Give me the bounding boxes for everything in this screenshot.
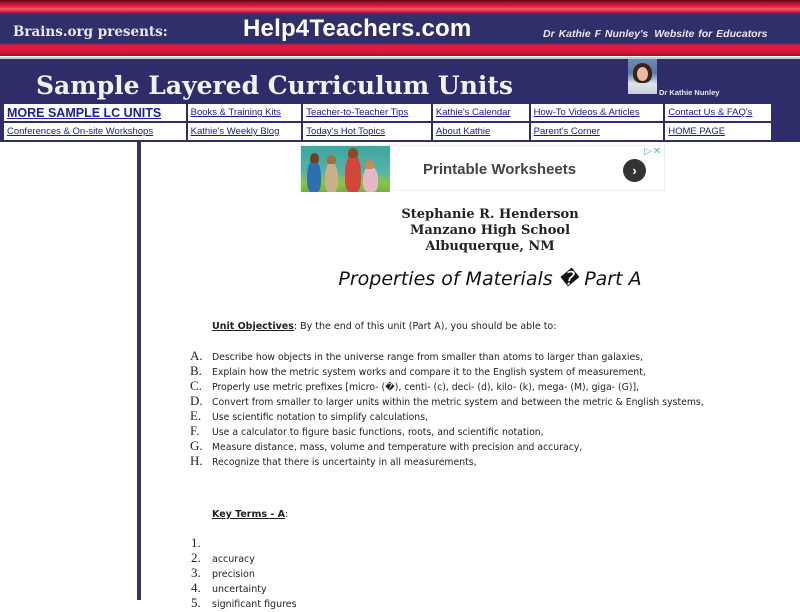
list-item: C. Properly use metric prefixes [micro- (�), centi- (c), deci- (d), kilo- (k), mega- (M), giga- (G)], [190,378,640,393]
objectives-label: Unit Objectives [212,321,294,332]
objectives-list [190,347,704,467]
nav-row [3,103,772,122]
author-location: Albuquerque, NM [425,239,555,254]
list-item: B. Explain how the metric system works and compare it to the English system of measurement, [190,363,646,378]
list-item: E. Use scientific notation to simplify calculations, [190,408,428,423]
list-item: 4. uncertainty [191,580,267,595]
nav-link-more-sample-units[interactable]: MORE SAMPLE LC UNITS [7,105,162,120]
author-name: Stephanie R. Henderson [401,207,579,222]
list-item: D. Convert from smaller to larger units within the metric system and between the metric & English systems, [190,393,704,408]
list-item: 5. significant figures [191,595,297,610]
nav-link-parents-corner[interactable]: Parent's Corner [533,126,600,137]
nav-link-hot-topics[interactable]: Today's Hot Topics [306,126,386,137]
page-title: Sample Layered Curriculum Units [36,71,514,100]
nav-link-calendar[interactable]: Kathie's Calendar [435,107,511,118]
key-terms-label: Key Terms - A [212,509,285,520]
nav-link-home-page[interactable]: HOME PAGE [668,126,726,137]
nav-filler [773,102,800,142]
avatar-caption: Dr Kathie Nunley [659,88,720,97]
key-terms-list [191,534,297,609]
key-terms-heading: Key Terms - A: [212,509,289,520]
nav-link-videos-articles[interactable]: How-To Videos & Articles [533,107,640,118]
list-item: 2. accuracy [191,550,255,565]
nav-link-teacher-tips[interactable]: Teacher-to-Teacher Tips [306,107,409,118]
list-item: A. Describe how objects in the universe range from smaller than atoms to larger than galaxies, [190,348,643,363]
avatar [628,59,657,94]
author-tagline: Dr Kathie F Nunley's [543,28,649,40]
objectives-intro [212,321,556,332]
list-item: H. Recognize that there is uncertainty in all measurements, [190,453,477,468]
author-block [320,207,660,255]
author-school: Manzano High School [409,223,571,238]
ad-banner[interactable] [300,145,665,191]
nav-link-about-kathie[interactable]: About Kathie [435,126,491,137]
presenter-text: Brains.org presents: [13,24,168,40]
nav-row [3,122,772,141]
unit-title: Properties of Materials � Part A [338,268,642,290]
nav-link-books-training[interactable]: Books & Training Kits [190,107,281,118]
list-item: 1. [191,535,201,550]
left-border-rule [137,142,141,600]
chevron-right-icon[interactable]: › [623,159,646,182]
ad-text[interactable]: Printable Worksheets [423,161,577,178]
nav-link-conferences[interactable]: Conferences & On-site Workshops [7,126,154,137]
tagline: Website for Educators [654,28,768,40]
objectives-intro-text: : By the end of this unit (Part A), you should be able to: [293,321,557,332]
site-name[interactable]: Help4Teachers.com [243,15,472,42]
list-item: G. Measure distance, mass, volume and temperature with precision and accuracy, [190,438,583,453]
banner-tagline [543,28,768,40]
site-banner [0,0,800,56]
nav-link-contact-faq[interactable]: Contact Us & FAQ's [668,107,753,118]
list-item: F. Use a calculator to figure basic functions, roots, and scientific notation, [190,423,544,438]
nav-link-weekly-blog[interactable]: Kathie's Weekly Blog [190,126,280,137]
ad-choices-close-icon[interactable]: ▷✕ [644,146,663,157]
nav-table [2,102,773,142]
list-item: 3. precision [191,565,255,580]
ad-image [301,146,390,192]
